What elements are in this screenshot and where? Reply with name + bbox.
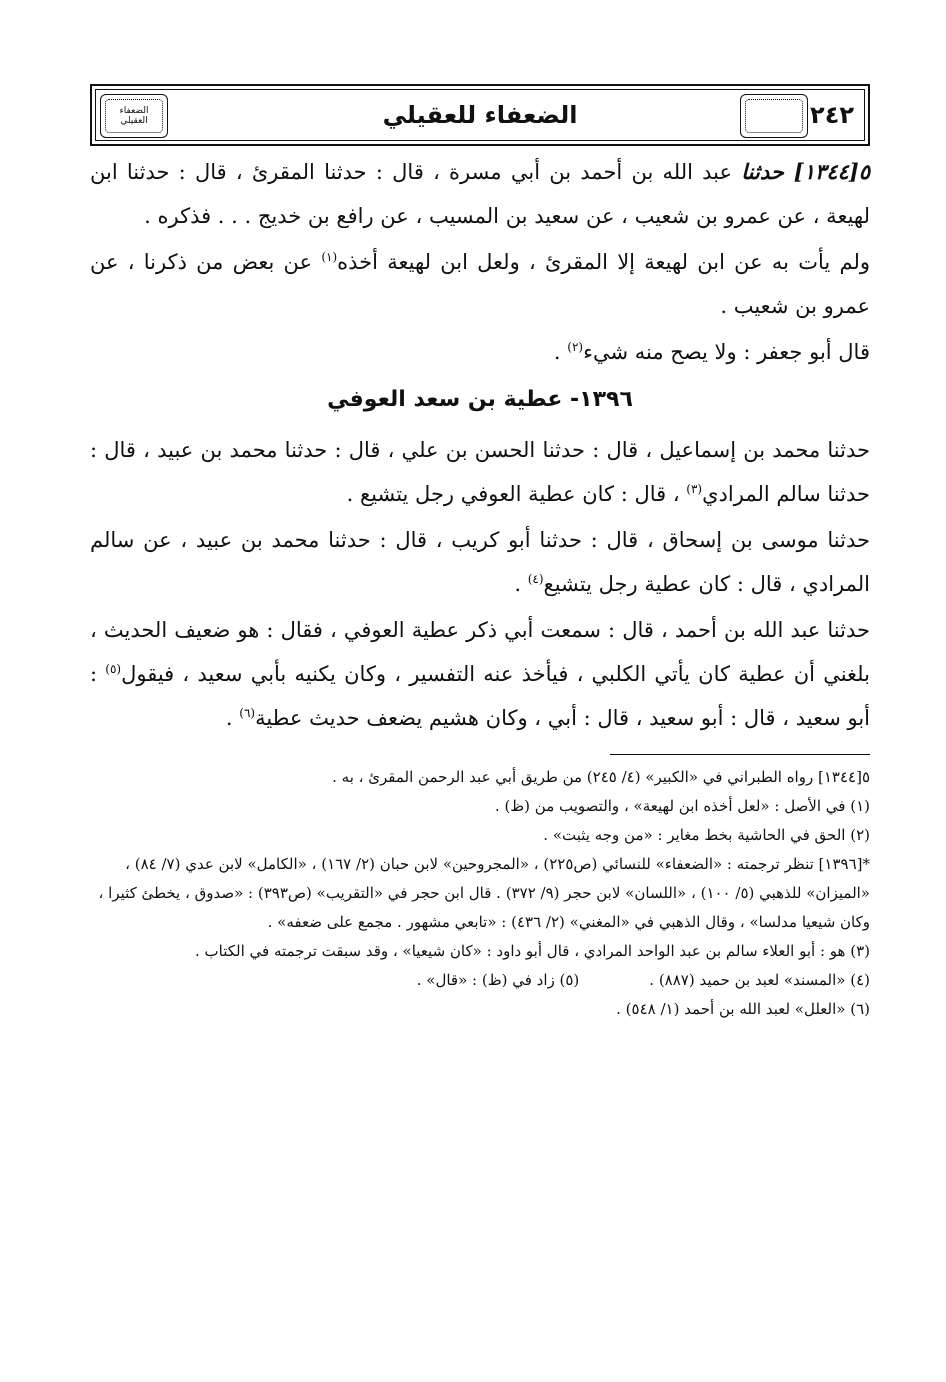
paragraph-text: حدثنا موسى بن إسحاق ، قال : حدثنا أبو كريب ، قال : حدثنا محمد بن عبيد ، عن سالم المرادي ، قال : كان عطية رجل يتشيع xyxy=(90,528,870,596)
seal-text: الضعفاء العقيلي xyxy=(119,106,149,126)
paragraph-text: ولم يأت به عن ابن لهيعة إلا المقرئ ، ولعل ابن لهيعة أخذه xyxy=(337,250,871,274)
paragraph-text: عبد الله بن أحمد بن أبي مسرة ، قال : حدثنا المقرئ ، قال : حدثنا ابن لهيعة ، عن عمرو بن شعيب ، عن سعيد بن المسيب ، عن رافع بن خديج . . . فذكره . xyxy=(90,160,870,228)
paragraph-text: . xyxy=(553,340,568,364)
paragraph-text: : أبو سعيد ، قال : أبو سعيد ، قال : أبي ، وكان هشيم يضعف حديث عطية xyxy=(90,662,870,730)
footnotes xyxy=(90,763,870,1024)
footnote-ref[interactable]: (١) xyxy=(321,250,338,264)
paragraph-text: ، قال : كان عطية العوفي رجل يتشيع . xyxy=(346,482,687,506)
header-seal-logo xyxy=(100,94,168,138)
footnote-3: (٣) هو : أبو العلاء سالم بن عبد الواحد المرادي ، قال أبو داود : «كان شيعيا» ، وقد سبقت ترجمته في الكتاب . xyxy=(194,942,870,960)
footnote-1: (١) في الأصل : «لعل أخذه ابن لهيعة» ، والتصويب من (ظ) . xyxy=(494,797,870,815)
paragraph-narration-2 xyxy=(90,518,870,606)
footnote-ref[interactable]: (٤) xyxy=(527,572,544,586)
footnote-4: (٤) «المسند» لعبد بن حميد (٨٨٧) . xyxy=(649,971,870,989)
book-page xyxy=(90,84,870,1024)
footnote-1396: *[١٣٩٦] تنظر ترجمته : «الضعفاء» للنسائي (ص٢٢٥) ، «المجروحين» لابن حبان (٢/ ١٦٧) ، «الكامل» لابن عدي (٧/ ٨٤) ، «الميزان» للذهبي (٥/ ١٠٠) ، «اللسان» لابن حجر (٩/ ٣٧٢) . قال ابن حجر في «التقريب» (ص٣٩٣) : «صدوق ، يخطئ كثيرا ، وكان شيعيا مدلسا» ، وقال الذهبي في «المغني» (٢/ ٤٣٦) : «تابعي مشهور . مجمع على ضعفه» . xyxy=(98,855,870,931)
paragraph-text: . xyxy=(225,706,240,730)
paragraph-narration-3 xyxy=(90,608,870,740)
running-title: الضعفاء للعقيلي xyxy=(382,101,578,129)
footnote-divider xyxy=(610,754,870,755)
footnote-6: (٦) «العلل» لعبد الله بن أحمد (١/ ٥٤٨) . xyxy=(616,1000,870,1018)
footnote-ref[interactable]: (٦) xyxy=(239,706,256,720)
footnote-2: (٢) الحق في الحاشية بخط مغاير : «من وجه يثبت» . xyxy=(543,826,870,844)
footnote-1344: ٥[١٣٤٤] رواه الطبراني في «الكبير» (٤/ ٢٤٥) من طريق أبي عبد الرحمن المقرئ ، به . xyxy=(332,768,870,786)
footnote-row-4-5 xyxy=(90,966,870,995)
paragraph-comment xyxy=(90,240,870,328)
paragraph-1344 xyxy=(90,150,870,238)
paragraph-abu-jafar xyxy=(90,330,870,374)
footnote-ref[interactable]: (٥) xyxy=(105,662,122,676)
page-number: ٢٤٢ xyxy=(810,101,854,129)
section-title: ١٣٩٦- عطية بن سعد العوفي xyxy=(327,387,633,412)
footnote-ref[interactable]: (٣) xyxy=(686,482,703,496)
footnote-5: (٥) زاد في (ظ) : «قال» . xyxy=(416,971,580,989)
paragraph-text: حدثنا عبد الله بن أحمد ، قال : سمعت أبي ذكر عطية العوفي ، فقال : هو ضعيف الحديث ، بلغني أن عطية كان يأتي الكلبي ، فيأخذ عنه التفسير ، وكان يكنيه بأبي سعيد ، فيقول xyxy=(90,618,870,686)
paragraph-text: حدثنا محمد بن إسماعيل ، قال : حدثنا الحسن بن علي ، قال : حدثنا محمد بن عبيد ، قال : حدثنا سالم المرادي xyxy=(90,438,870,506)
paragraph-text: . xyxy=(514,572,528,596)
paragraph-narration-1 xyxy=(90,428,870,516)
main-text xyxy=(90,150,870,740)
paragraph-text: قال أبو جعفر : ولا يصح منه شيء xyxy=(583,340,870,364)
footnote-ref[interactable]: (٢) xyxy=(567,340,584,354)
paragraph-text: عن بعض من ذكرنا ، عن عمرو بن شعيب . xyxy=(90,250,870,318)
page-header xyxy=(90,84,870,146)
header-ornament-right xyxy=(740,94,808,138)
hadith-lead: ٥[١٣٤٤] حدثنا xyxy=(741,159,870,184)
